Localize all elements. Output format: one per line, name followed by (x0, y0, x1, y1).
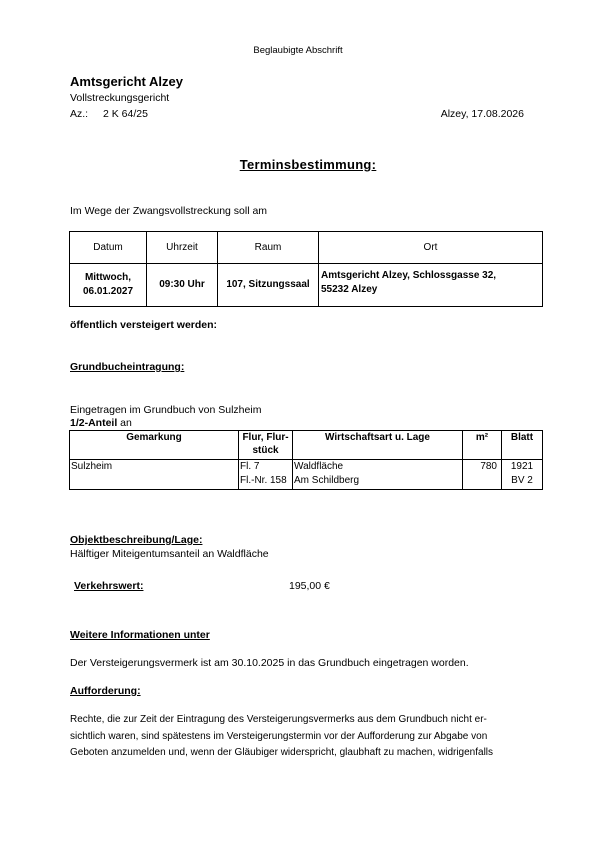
aufforderung-text (70, 712, 544, 762)
court-name: Amtsgericht Alzey (70, 74, 183, 89)
grundbuch-registered: Eingetragen im Grundbuch von Sulzheim (70, 404, 262, 416)
header-uhrzeit: Uhrzeit (147, 232, 218, 264)
datum-weekday: Mittwoch, (84, 272, 132, 283)
case-number: 2 K 64/25 (103, 108, 148, 120)
header-datum: Datum (70, 232, 147, 264)
grundbuch-heading: Grundbucheintragung: (70, 361, 185, 373)
cell-uhrzeit: 09:30 Uhr (147, 264, 218, 307)
header-raum: Raum (218, 232, 319, 264)
cell-gemarkung: Sulzheim (70, 460, 239, 490)
court-department: Vollstreckungsgericht (70, 92, 170, 104)
cell-datum (70, 264, 147, 307)
objekt-heading: Objektbeschreibung/Lage: (70, 534, 203, 546)
grundbuch-table-row (70, 460, 543, 490)
header-wirtschaftsart: Wirtschaftsart u. Lage (293, 431, 463, 460)
appointment-table-header (70, 232, 543, 264)
place-date: Alzey, 17.08.2026 (440, 108, 524, 120)
aufforderung-line-1: Rechte, die zur Zeit der Eintragung des Versteigerungsvermerks aus dem Grundbuch nicht er- (70, 714, 487, 725)
header-gemarkung: Gemarkung (70, 431, 239, 460)
header-ort: Ort (319, 232, 543, 264)
case-number-label: Az.: (70, 108, 89, 120)
verkehrswert-value: 195,00 € (289, 580, 330, 592)
aufforderung-line-2: sichtlich waren, sind spätestens im Versteigerungstermin vor der Aufforderung zur Abgabe von (70, 730, 488, 742)
datum-date: 06.01.2027 (82, 286, 134, 297)
share-line (70, 417, 132, 429)
cell-m2: 780 (463, 460, 502, 490)
intro-text: Im Wege der Zwangsvollstreckung soll am (70, 205, 268, 217)
header-m2: m² (463, 431, 502, 460)
auction-statement: öffentlich versteigert werden: (70, 319, 218, 331)
appointment-table-row (70, 264, 543, 307)
objekt-text: Hälftiger Miteigentumsanteil an Waldfläche (70, 548, 269, 560)
wirtschaftsart-type: Waldfläche (294, 461, 344, 472)
header-flur-line2: stück (252, 445, 279, 456)
header-blatt: Blatt (502, 431, 543, 460)
flurstueck-number: Fl.-Nr. 158 (240, 475, 287, 486)
aufforderung-heading: Aufforderung: (70, 685, 141, 697)
ort-city: 55232 Alzey (321, 284, 378, 295)
appointment-table (69, 231, 543, 307)
ort-address: Amtsgericht Alzey, Schlossgasse 32, (321, 270, 497, 281)
weitere-heading: Weitere Informationen unter (70, 629, 210, 641)
aufforderung-line-3: Geboten anzumelden und, wenn der Gläubiger widerspricht, glaubhaft zu machen, widrigenfalls (70, 747, 494, 758)
header-flur-line1: Flur, Flur- (242, 432, 289, 443)
blatt-number: 1921 (510, 461, 534, 472)
share-suffix: an (117, 417, 132, 429)
certified-copy-label: Beglaubigte Abschrift (253, 45, 343, 56)
flur-number: Fl. 7 (240, 461, 260, 472)
wirtschaftsart-location: Am Schildberg (294, 475, 360, 486)
share-amount: 1/2-Anteil (70, 417, 118, 429)
weitere-text: Der Versteigerungsvermerk ist am 30.10.2025 in das Grundbuch eingetragen worden. (70, 657, 469, 669)
cell-wirtschaftsart (293, 460, 463, 490)
cell-ort (319, 264, 543, 307)
blatt-bv: BV 2 (511, 475, 533, 486)
grundbuch-table (69, 430, 543, 490)
grundbuch-table-header (70, 431, 543, 460)
cell-flur (239, 460, 293, 490)
document-title: Terminsbestimmung: (239, 157, 377, 172)
verkehrswert-label: Verkehrswert: (74, 580, 144, 592)
header-flur (239, 431, 293, 460)
cell-blatt (502, 460, 543, 490)
cell-raum: 107, Sitzungssaal (218, 264, 319, 307)
